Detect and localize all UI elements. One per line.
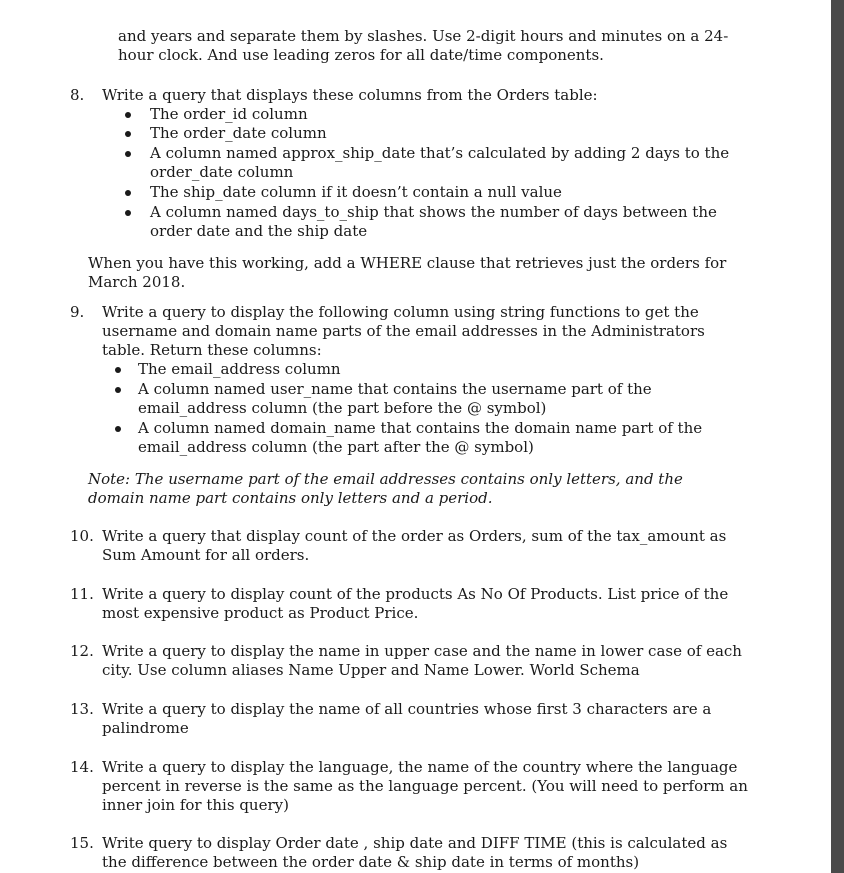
intro-line: hour clock. And use leading zeros for all date/time components. (118, 46, 604, 64)
bullet (125, 151, 131, 157)
q9-note: Note: The username part of the email addresses contains only letters, and the (88, 470, 683, 488)
question-11-text: Write a query to display count of the products As No Of Products. List price of the (102, 585, 729, 603)
question-13-number: 13. (70, 700, 94, 718)
question-14-text: Write a query to display the language, the name of the country where the language (102, 758, 738, 776)
question-8-number: 8. (70, 86, 85, 104)
q8-followup: When you have this working, add a WHERE clause that retrieves just the orders for (88, 254, 727, 272)
q9-bullet: A column named domain_name that contains the domain name part of the (138, 419, 703, 437)
question-9-text: Write a query to display the following column using string functions to get the (102, 303, 699, 321)
question-12-text: city. Use column aliases Name Upper and Name Lower. World Schema (102, 661, 640, 679)
q8-bullet: A column named days_to_ship that shows the number of days between the (150, 203, 717, 221)
q9-bullet-cont: email_address column (the part before the @ symbol) (138, 399, 547, 417)
vertical-scrollbar[interactable] (831, 0, 844, 873)
question-9-text: table. Return these columns: (102, 341, 322, 359)
q8-followup: March 2018. (88, 273, 186, 291)
q9-note: domain name part contains only letters and a period. (88, 489, 493, 507)
bullet (125, 190, 131, 196)
question-13-text: palindrome (102, 719, 189, 737)
bullet (125, 210, 131, 216)
question-11-text: most expensive product as Product Price. (102, 604, 419, 622)
q8-bullet: The ship_date column if it doesn’t contain a null value (150, 183, 562, 201)
question-12-text: Write a query to display the name in upper case and the name in lower case of each (102, 642, 742, 660)
question-8-text: Write a query that displays these columns from the Orders table: (102, 86, 598, 104)
q8-bullet: A column named approx_ship_date that’s calculated by adding 2 days to the (150, 144, 730, 162)
bullet (125, 131, 131, 137)
question-15-text: the difference between the order date & ship date in terms of months) (102, 853, 640, 871)
q8-bullet: The order_date column (150, 124, 327, 142)
question-14-text: inner join for this query) (102, 796, 289, 814)
question-9-number: 9. (70, 303, 85, 321)
bullet (115, 367, 121, 373)
question-14-text: percent in reverse is the same as the language percent. (You will need to perform an (102, 777, 748, 795)
bullet (115, 426, 121, 432)
question-14-number: 14. (70, 758, 94, 776)
intro-line: and years and separate them by slashes. Use 2-digit hours and minutes on a 24- (118, 27, 729, 45)
question-11-number: 11. (70, 585, 94, 603)
q8-bullet: The order_id column (150, 105, 308, 123)
question-15-text: Write query to display Order date , ship date and DIFF TIME (this is calculated as (102, 834, 728, 852)
question-13-text: Write a query to display the name of all countries whose first 3 characters are a (102, 700, 712, 718)
q8-bullet-cont: order date and the ship date (150, 222, 368, 240)
question-10-text: Sum Amount for all orders. (102, 546, 310, 564)
bullet (115, 387, 121, 393)
q8-bullet-cont: order_date column (150, 163, 294, 181)
question-10-number: 10. (70, 527, 94, 545)
question-10-text: Write a query that display count of the order as Orders, sum of the tax_amount as (102, 527, 727, 545)
q9-bullet: The email_address column (138, 360, 341, 378)
question-15-number: 15. (70, 834, 94, 852)
question-12-number: 12. (70, 642, 94, 660)
q9-bullet-cont: email_address column (the part after the @ symbol) (138, 438, 534, 456)
q9-bullet: A column named user_name that contains the username part of the (138, 380, 652, 398)
question-9-text: username and domain name parts of the email addresses in the Administrators (102, 322, 705, 340)
bullet (125, 112, 131, 118)
